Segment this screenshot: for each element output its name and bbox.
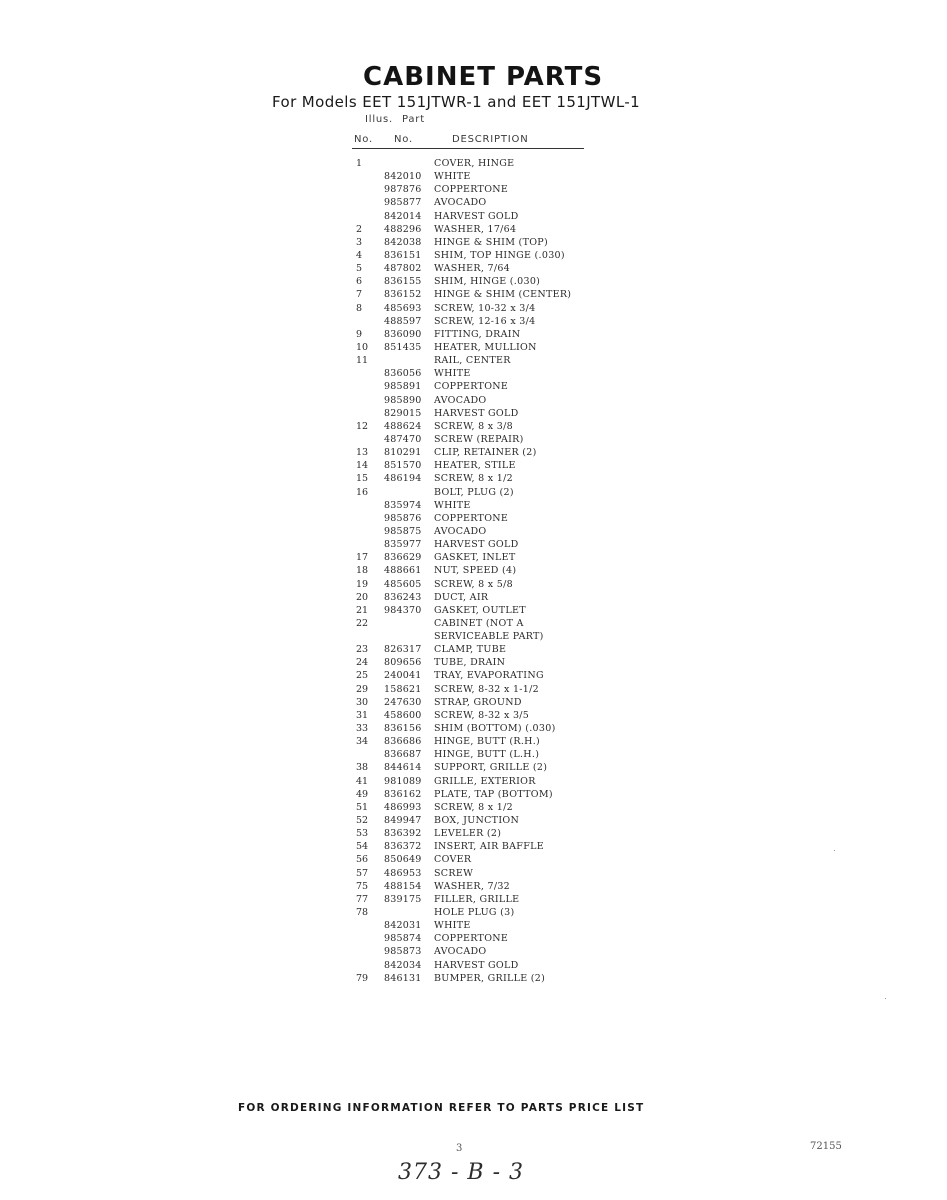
- scan-speck: [885, 998, 886, 999]
- part-row: [346, 683, 596, 696]
- part-illus-no: 54: [356, 841, 369, 853]
- part-description: GASKET, OUTLET: [434, 604, 526, 616]
- part-number: 836687: [384, 749, 422, 761]
- part-description: AVOCADO: [434, 525, 487, 537]
- part-number: 829015: [384, 407, 422, 419]
- part-illus-no: 56: [356, 854, 369, 866]
- part-number: 842010: [384, 171, 422, 183]
- part-illus-no: 8: [356, 302, 363, 314]
- part-illus-no: 51: [356, 801, 369, 813]
- part-description: COPPERTONE: [434, 933, 509, 945]
- part-row: [346, 959, 596, 972]
- part-number: 844614: [384, 762, 422, 774]
- part-number: 836686: [384, 736, 422, 748]
- part-number: 835977: [384, 539, 422, 551]
- part-description: AVOCADO: [434, 394, 487, 406]
- part-description: HARVEST GOLD: [434, 210, 519, 222]
- part-number: 485693: [384, 302, 422, 314]
- part-description: AVOCADO: [434, 946, 487, 958]
- part-description: GRILLE, EXTERIOR: [434, 775, 536, 787]
- part-description: SCREW, 8-32 x 3/5: [434, 709, 530, 721]
- part-illus-no: 53: [356, 828, 369, 840]
- part-number: 247630: [384, 696, 422, 708]
- models-subtitle: For Models EET 151JTWR-1 and EET 151JTWL-1: [272, 93, 641, 111]
- part-row: [346, 512, 596, 525]
- part-row: [346, 551, 596, 564]
- part-number: 981089: [384, 775, 422, 787]
- part-row: [346, 433, 596, 446]
- part-description: SCREW, 12-16 x 3/4: [434, 315, 536, 327]
- part-description: FILLER, GRILLE: [434, 893, 520, 905]
- part-illus-no: 30: [356, 696, 369, 708]
- part-row: [346, 394, 596, 407]
- part-description: HOLE PLUG (3): [434, 907, 515, 919]
- part-illus-no: 18: [356, 565, 369, 577]
- part-illus-no: 17: [356, 552, 369, 564]
- part-number: 985890: [384, 394, 422, 406]
- part-row: [346, 604, 596, 617]
- header-rule: [352, 148, 584, 149]
- part-illus-no: 75: [356, 880, 369, 892]
- part-number: 809656: [384, 657, 422, 669]
- part-number: 851435: [384, 341, 422, 353]
- part-illus-no: 1: [356, 158, 363, 169]
- part-row: [346, 170, 596, 183]
- part-number: 836152: [384, 289, 422, 301]
- part-description: HEATER, STILE: [434, 460, 516, 472]
- part-description: WASHER, 17/64: [434, 223, 517, 235]
- part-illus-no: 2: [356, 223, 363, 235]
- part-row: [346, 420, 596, 433]
- part-illus-no: 77: [356, 893, 369, 905]
- part-number: 987876: [384, 184, 422, 196]
- col-header-illus-no: No.: [354, 134, 374, 145]
- part-row: [346, 932, 596, 945]
- part-illus-no: 52: [356, 815, 369, 827]
- part-row: [346, 499, 596, 512]
- part-row: [346, 761, 596, 774]
- part-row: [346, 945, 596, 958]
- parts-list: [346, 157, 596, 985]
- part-description: DUCT, AIR: [434, 591, 489, 603]
- part-number: 985891: [384, 381, 422, 393]
- col-header-illus: Illus.: [365, 114, 394, 125]
- part-description: CLAMP, TUBE: [434, 644, 507, 656]
- part-description: LEVELER (2): [434, 828, 502, 840]
- page-number: 3: [456, 1143, 463, 1154]
- part-description: WHITE: [434, 368, 471, 380]
- part-description: SCREW, 8 x 1/2: [434, 473, 513, 485]
- part-row: [346, 328, 596, 341]
- handwritten-note: 373 - B - 3: [398, 1160, 524, 1185]
- part-number: 836156: [384, 723, 422, 735]
- part-description: WHITE: [434, 920, 471, 932]
- part-row: [346, 709, 596, 722]
- part-illus-no: 38: [356, 762, 369, 774]
- part-number: 850649: [384, 854, 422, 866]
- part-row: [346, 525, 596, 538]
- part-number: 488154: [384, 880, 422, 892]
- part-row: [346, 315, 596, 328]
- part-illus-no: 23: [356, 644, 369, 656]
- part-description: WASHER, 7/64: [434, 263, 511, 275]
- part-illus-no: 9: [356, 328, 363, 340]
- part-number: 485605: [384, 578, 422, 590]
- part-illus-no: 21: [356, 604, 369, 616]
- part-row: [346, 840, 596, 853]
- part-description: SCREW, 8 x 5/8: [434, 578, 513, 590]
- part-row: [346, 827, 596, 840]
- part-description: NUT, SPEED (4): [434, 565, 517, 577]
- part-number: 458600: [384, 709, 422, 721]
- part-description: HARVEST GOLD: [434, 407, 519, 419]
- part-illus-no: 14: [356, 460, 369, 472]
- document-code: 72155: [810, 1141, 842, 1152]
- part-row: [346, 906, 596, 919]
- part-row: [346, 486, 596, 499]
- part-row: [346, 249, 596, 262]
- part-row: [346, 446, 596, 459]
- part-number: 839175: [384, 893, 422, 905]
- col-header-part-no: No.: [394, 134, 414, 145]
- part-illus-no: 25: [356, 670, 369, 682]
- part-row: [346, 893, 596, 906]
- part-illus-no: 7: [356, 289, 363, 301]
- part-row: [346, 564, 596, 577]
- part-row: [346, 696, 596, 709]
- part-illus-no: 11: [356, 355, 369, 367]
- part-row: [346, 183, 596, 196]
- part-row: [346, 459, 596, 472]
- part-description: STRAP, GROUND: [434, 696, 522, 708]
- part-description: SCREW, 8-32 x 1-1/2: [434, 683, 539, 695]
- part-illus-no: 29: [356, 683, 369, 695]
- part-description: BOLT, PLUG (2): [434, 486, 514, 498]
- part-row: [346, 236, 596, 249]
- part-number: 985875: [384, 525, 422, 537]
- part-row: [346, 643, 596, 656]
- part-number: 486194: [384, 473, 422, 485]
- part-number: 836056: [384, 368, 422, 380]
- part-number: 846131: [384, 972, 422, 984]
- part-number: 836090: [384, 328, 422, 340]
- part-number: 985877: [384, 197, 422, 209]
- part-row: [346, 578, 596, 591]
- part-illus-no: 16: [356, 486, 369, 498]
- part-description: HARVEST GOLD: [434, 539, 519, 551]
- part-row: [346, 380, 596, 393]
- part-description: AVOCADO: [434, 197, 487, 209]
- part-description: SHIM, TOP HINGE (.030): [434, 249, 565, 261]
- part-row: [346, 223, 596, 236]
- part-row: [346, 722, 596, 735]
- part-number: 842031: [384, 920, 422, 932]
- part-row: [346, 788, 596, 801]
- part-number: 842038: [384, 236, 422, 248]
- part-number: 849947: [384, 815, 422, 827]
- part-illus-no: 22: [356, 617, 369, 629]
- part-number: 826317: [384, 644, 422, 656]
- part-row: [346, 630, 596, 643]
- part-description: HEATER, MULLION: [434, 341, 537, 353]
- part-description: WHITE: [434, 171, 471, 183]
- part-description: COVER: [434, 854, 472, 866]
- part-description: COPPERTONE: [434, 381, 509, 393]
- part-row: [346, 210, 596, 223]
- part-number: 158621: [384, 683, 422, 695]
- part-number: 984370: [384, 604, 422, 616]
- part-illus-no: 79: [356, 972, 369, 984]
- part-illus-no: 15: [356, 473, 369, 485]
- part-illus-no: 57: [356, 867, 369, 879]
- part-row: [346, 288, 596, 301]
- part-number: 487470: [384, 433, 422, 445]
- part-number: 985874: [384, 933, 422, 945]
- part-description: FITTING, DRAIN: [434, 328, 521, 340]
- part-row: [346, 367, 596, 380]
- part-description: PLATE, TAP (BOTTOM): [434, 788, 553, 800]
- part-description: WASHER, 7/32: [434, 880, 511, 892]
- part-description: SCREW, 10-32 x 3/4: [434, 302, 536, 314]
- part-number: 851570: [384, 460, 422, 472]
- part-row: [346, 801, 596, 814]
- part-row: [346, 617, 596, 630]
- part-illus-no: 33: [356, 723, 369, 735]
- part-number: 487802: [384, 263, 422, 275]
- part-row: [346, 867, 596, 880]
- part-row: [346, 735, 596, 748]
- part-description: HINGE & SHIM (TOP): [434, 236, 548, 248]
- part-description: SERVICEABLE PART): [434, 631, 544, 643]
- part-row: [346, 669, 596, 682]
- part-description: INSERT, AIR BAFFLE: [434, 841, 544, 853]
- part-description: SCREW, 8 x 3/8: [434, 420, 513, 432]
- part-number: 836151: [384, 249, 422, 261]
- part-row: [346, 262, 596, 275]
- part-number: 488661: [384, 565, 422, 577]
- part-row: [346, 275, 596, 288]
- part-number: 835974: [384, 499, 422, 511]
- part-description: HINGE, BUTT (R.H.): [434, 736, 541, 748]
- part-row: [346, 196, 596, 209]
- part-row: [346, 853, 596, 866]
- part-description: SUPPORT, GRILLE (2): [434, 762, 548, 774]
- part-illus-no: 34: [356, 736, 369, 748]
- part-row: [346, 775, 596, 788]
- part-description: HINGE, BUTT (L.H.): [434, 749, 540, 761]
- part-number: 836392: [384, 828, 422, 840]
- part-row: [346, 157, 596, 170]
- part-row: [346, 354, 596, 367]
- part-number: 985873: [384, 946, 422, 958]
- part-number: 810291: [384, 447, 422, 459]
- part-number: 836155: [384, 276, 422, 288]
- part-description: BOX, JUNCTION: [434, 815, 520, 827]
- part-row: [346, 538, 596, 551]
- part-illus-no: 13: [356, 447, 369, 459]
- part-description: WHITE: [434, 499, 471, 511]
- part-row: [346, 341, 596, 354]
- part-illus-no: 24: [356, 657, 369, 669]
- part-description: RAIL, CENTER: [434, 355, 511, 367]
- part-number: 488296: [384, 223, 422, 235]
- part-description: COPPERTONE: [434, 512, 509, 524]
- part-illus-no: 19: [356, 578, 369, 590]
- part-illus-no: 3: [356, 236, 363, 248]
- part-illus-no: 49: [356, 788, 369, 800]
- part-number: 836243: [384, 591, 422, 603]
- part-number: 486993: [384, 801, 422, 813]
- part-number: 836372: [384, 841, 422, 853]
- part-row: [346, 814, 596, 827]
- part-description: SCREW (REPAIR): [434, 433, 524, 445]
- part-row: [346, 748, 596, 761]
- part-number: 836162: [384, 788, 422, 800]
- part-illus-no: 12: [356, 420, 369, 432]
- part-description: SHIM, HINGE (.030): [434, 276, 541, 288]
- col-header-description: DESCRIPTION: [452, 134, 529, 145]
- part-description: SCREW, 8 x 1/2: [434, 801, 513, 813]
- part-description: COVER, HINGE: [434, 158, 515, 169]
- page-title: CABINET PARTS: [363, 62, 604, 92]
- scan-speck: [834, 850, 835, 851]
- part-illus-no: 4: [356, 249, 363, 261]
- part-number: 836629: [384, 552, 422, 564]
- part-number: 842014: [384, 210, 422, 222]
- part-row: [346, 656, 596, 669]
- part-description: HARVEST GOLD: [434, 959, 519, 971]
- part-illus-no: 78: [356, 907, 369, 919]
- part-row: [346, 591, 596, 604]
- part-row: [346, 472, 596, 485]
- part-number: 486953: [384, 867, 422, 879]
- part-illus-no: 31: [356, 709, 369, 721]
- part-description: SHIM (BOTTOM) (.030): [434, 723, 556, 735]
- part-illus-no: 10: [356, 341, 369, 353]
- part-illus-no: 20: [356, 591, 369, 603]
- part-number: 985876: [384, 512, 422, 524]
- part-row: [346, 919, 596, 932]
- part-description: HINGE & SHIM (CENTER): [434, 289, 572, 301]
- part-description: BUMPER, GRILLE (2): [434, 972, 546, 984]
- part-row: [346, 302, 596, 315]
- part-number: 488624: [384, 420, 422, 432]
- part-description: CLIP, RETAINER (2): [434, 447, 537, 459]
- part-description: SCREW: [434, 867, 474, 879]
- part-row: [346, 972, 596, 985]
- part-row: [346, 880, 596, 893]
- part-description: TRAY, EVAPORATING: [434, 670, 544, 682]
- part-number: 488597: [384, 315, 422, 327]
- part-row: [346, 407, 596, 420]
- part-description: GASKET, INLET: [434, 552, 516, 564]
- col-header-part: Part: [402, 114, 425, 125]
- part-illus-no: 6: [356, 276, 363, 288]
- part-description: CABINET (NOT A: [434, 617, 524, 629]
- part-description: COPPERTONE: [434, 184, 509, 196]
- part-illus-no: 41: [356, 775, 369, 787]
- ordering-note: FOR ORDERING INFORMATION REFER TO PARTS PRICE LIST: [238, 1102, 645, 1114]
- part-illus-no: 5: [356, 263, 363, 275]
- part-number: 240041: [384, 670, 422, 682]
- part-description: TUBE, DRAIN: [434, 657, 506, 669]
- part-number: 842034: [384, 959, 422, 971]
